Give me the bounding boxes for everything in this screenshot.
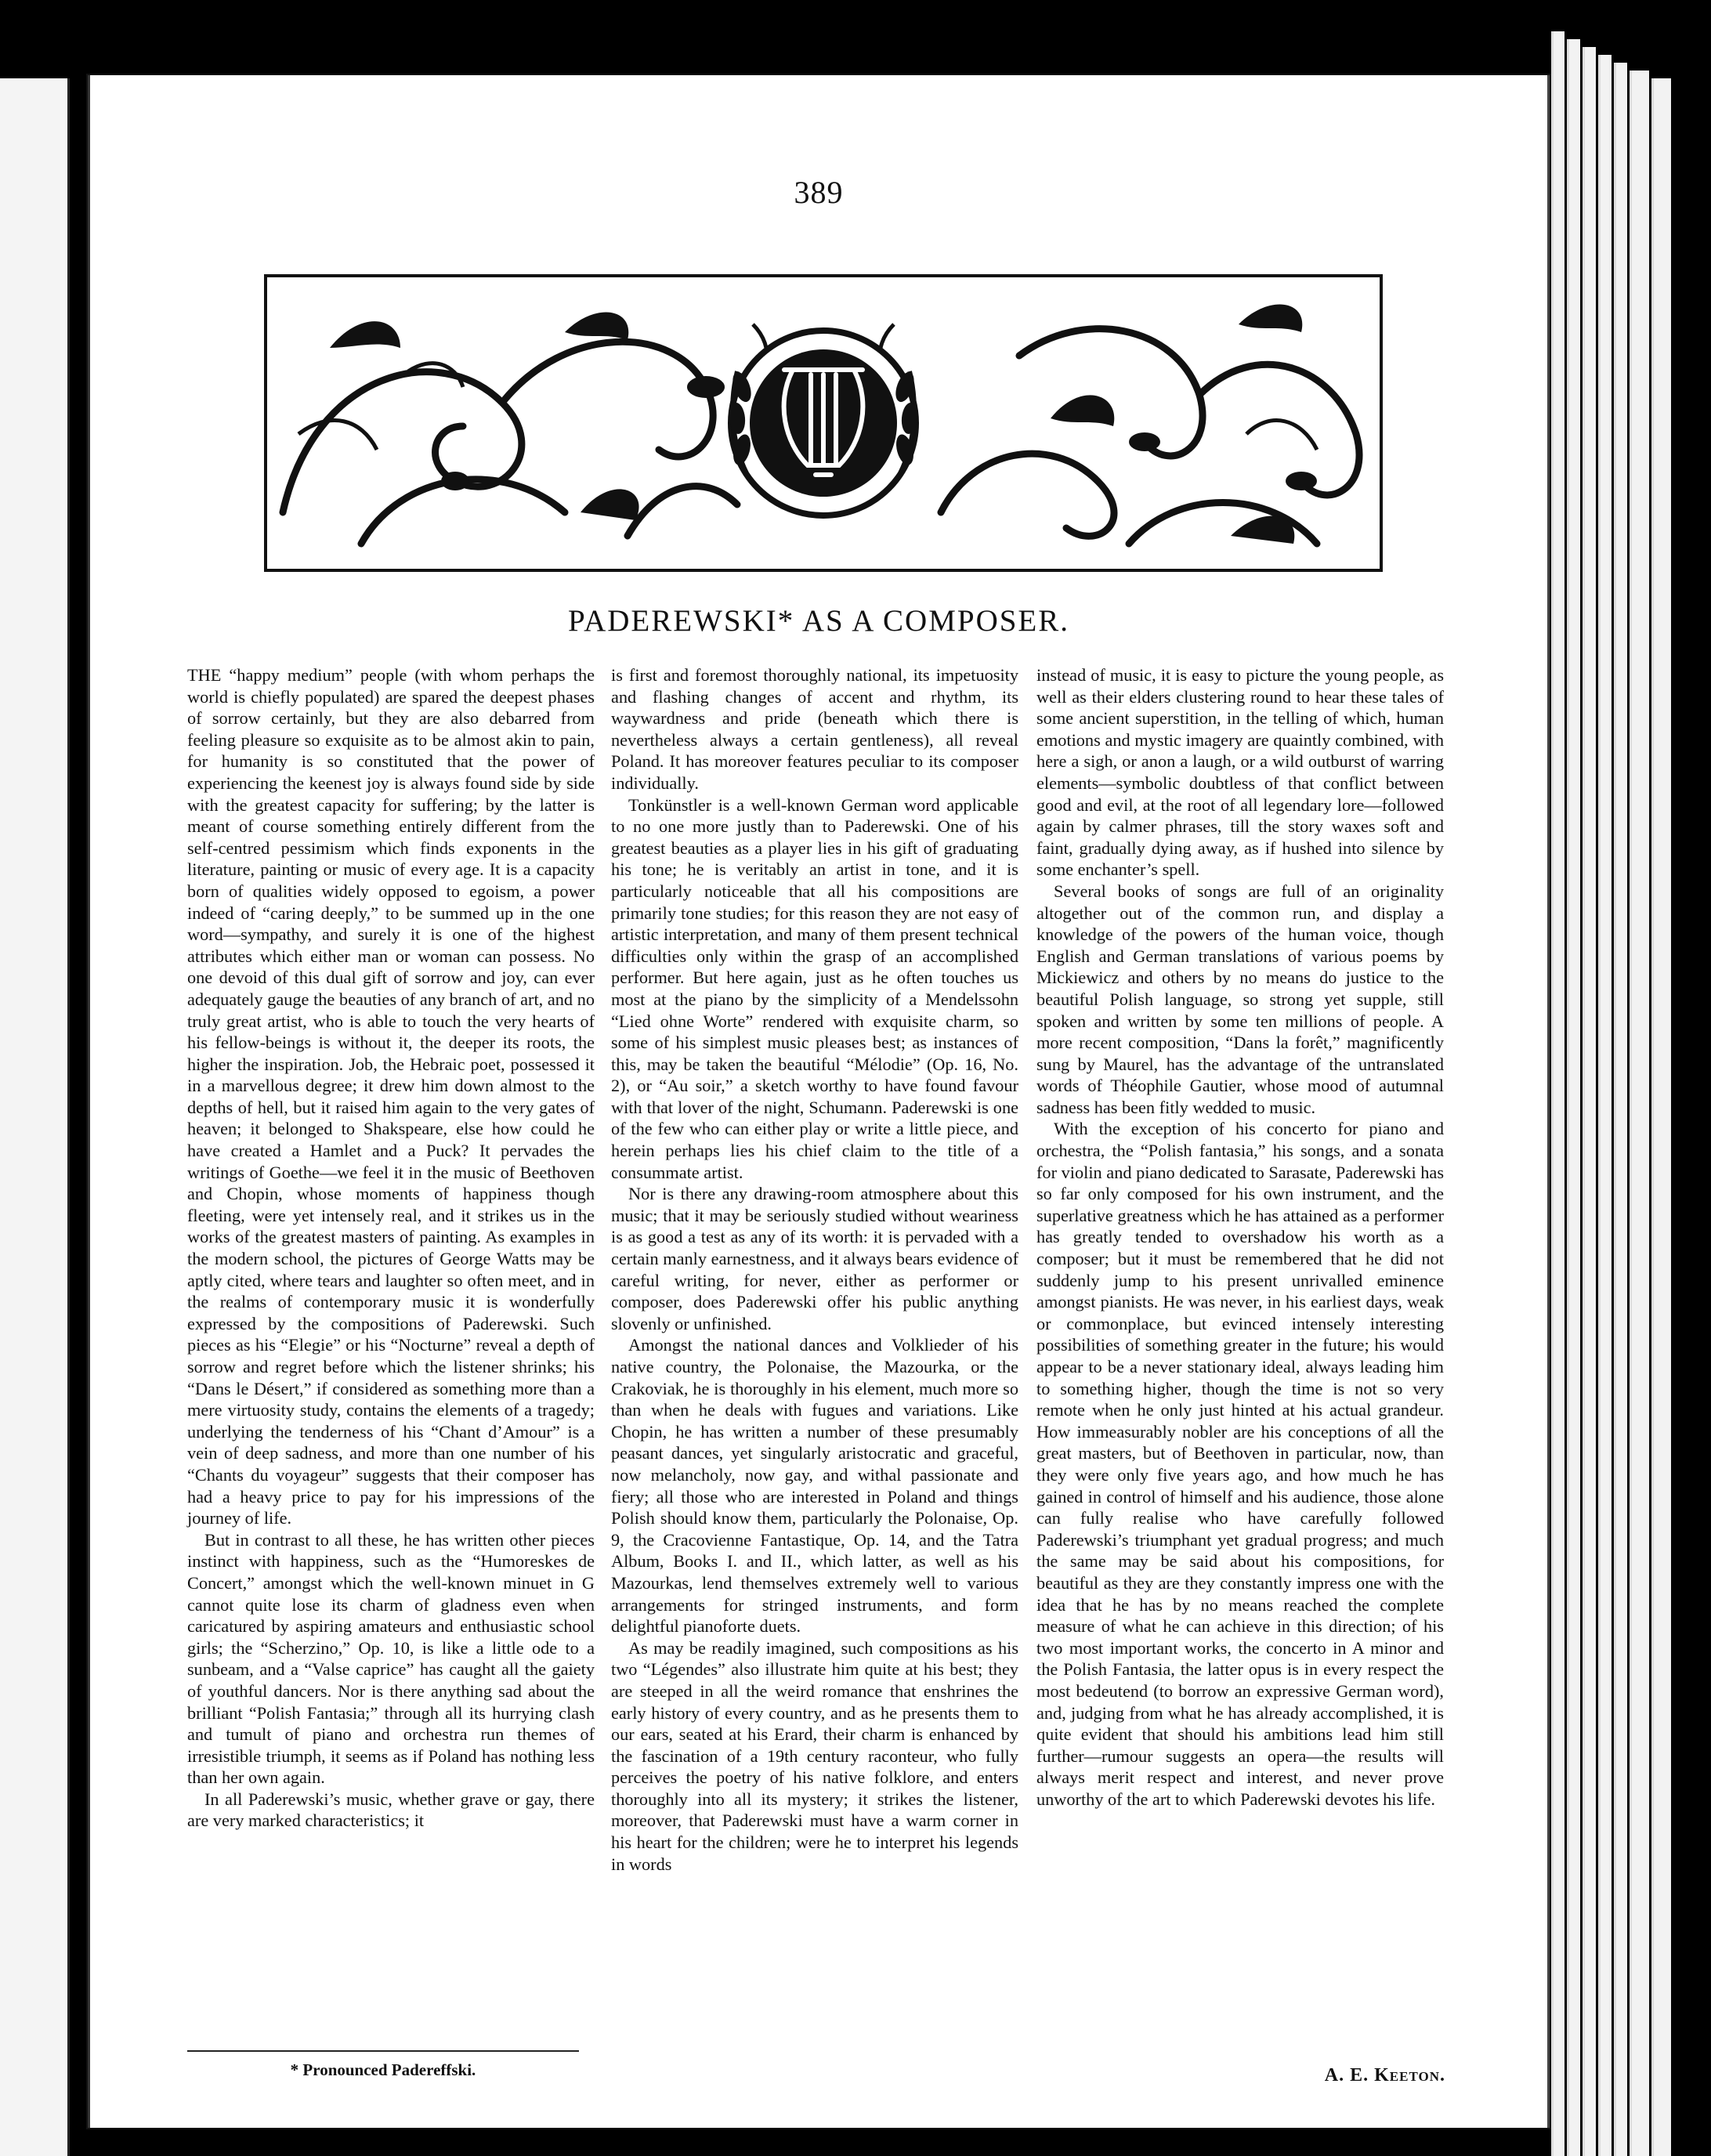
page-edge (1651, 78, 1671, 2156)
author-signature: A. E. Keeton. (1324, 2065, 1445, 2085)
paragraph: is first and foremost thoroughly national, its impetuosity and flashing changes of accent and rhythm, its waywardness and pride (beneath which there is nevertheless always a certain gentleness), all reveal Poland. It has moreover features peculiar to its composer individually. (611, 665, 1018, 793)
paragraph: Tonkünstler is a well-known German word applicable to no one more justly than to Paderewski. One of his greatest beauties as a player lies in his gift of graduating his tone; he is veritably an artist in tone, and it is particularly noticeable that all his compositions are primarily tone studies; for this reason they are not easy of artistic interpretation, and many of them present technical difficulties only within the grasp of an accomplished performer. But here again, just as he often touches us most at the piano by the simplicity of a Mendelssohn “Lied ohne Worte” rendered with exquisite charm, so some of his simplest music pleases best; as instances of this, may be taken the beautiful “Mélodie” (Op. 16, No. 2), or “Au soir,” a sketch worthy to have found favour with that lover of the night, Schumann. Paderewski is one of the few who can either play or write a little piece, and herein perhaps lies his chief claim to the title of a consummate artist. (611, 794, 1018, 1182)
paragraph: THE “happy medium” people (with whom perhaps the world is chiefly populated) are spared the deepest phases of sorrow certainly, but they are also debarred from feeling pleasure so exquisite as to be almost akin to pain, for humanity is so constituted that the power of experiencing the keenest joy is always found side by side with the greatest capacity for suffering; by the latter is meant of course something entirely different from the self-centred pessimism which finds exponents in the literature, painting or music of every age. It is a capacity born of qualities widely opposed to egoism, a power indeed of “caring deeply,” to be summed up in the one word—sympathy, and surely it is one of the highest attributes which either man or woman can possess. No one devoid of this dual gift of sorrow and joy, can ever adequately gauge the beauties of any branch of art, and no truly great artist, who is able to touch the very hearts of his fellow-beings is without it, the deeper its roots, the higher the inspiration. Job, the Hebraic poet, possessed it in a marvellous degree; it drew him down almost to the depths of hell, but it raised him again to the very gates of heaven; it belonged to Shakspeare, else how could he have created a Hamlet and a Puck? It pervades the writings of Goethe—we feel it in the music of Beethoven and Chopin, whose moments of happiness though fleeting, were yet intensely real, and it strikes us in the works of the greatest masters of painting. As examples in the modern school, the pictures of George Watts may be aptly cited, where tears and laughter so often meet, and in the realms of contemporary music it is wonderfully expressed by the compositions of Paderewski. Such pieces as his “Elegie” or his “Nocturne” reveal a depth of sorrow and regret before which the listener shrinks; his “Dans le Désert,” if considered as something more than a mere virtuosity study, contains the elements of a tragedy; underlying the tenderness of his “Chant d’Amour” is a vein of deep sadness, and more than one number of his “Chants du voyageur” suggests that their composer has had a heavy price to pay for his impressions of the journey of life. (187, 665, 595, 1528)
book-page (88, 75, 1550, 2128)
left-page-edge (0, 78, 70, 2156)
paragraph: Several books of songs are full of an originality altogether out of the common run, and display a knowledge of the powers of the human voice, though English and German translations of various poems by Mickiewicz and others by no means do justice to the beautiful Polish language, so strong yet supple, still spoken and written by some ten millions of people. A more recent composition, “Dans la forêt,” magnificently sung by Maurel, has the advantage of the untranslated words of Théophile Gautier, whose mood of autumnal sadness has been fitly wedded to music. (1036, 881, 1444, 1117)
article-column-1 (187, 664, 595, 1832)
article-title: PADEREWSKI* AS A COMPOSER. (567, 604, 1070, 638)
article-column-3 (1036, 664, 1444, 1810)
page-number: 389 (794, 175, 844, 210)
paragraph: Nor is there any drawing-room atmosphere about this music; that it may be seriously studied without weariness is as good a test as any of its worth: it is pervaded with a certain manly earnestness, and it always bears evidence of careful writing, for never, either as performer or composer, does Paderewski offer his public anything slovenly or unfinished. (611, 1184, 1018, 1333)
article-column-2 (611, 664, 1018, 1875)
paragraph: With the exception of his concerto for piano and orchestra, the “Polish fantasia,” his songs, and a sonata for violin and piano dedicated to Sarasate, Paderewski has so far only composed for his own instrument, and the superlative greatness which he has attained as a performer has greatly tended to overshadow his worth as a composer; but it must be remembered that he did not suddenly jump to his present unrivalled eminence amongst pianists. He was never, in his earliest days, weak or commonplace, but evinced intensely interesting possibilities of something greater in the future; his would appear to be a never stationary ideal, always leading him to something higher, though the time is not so very remote when he only just hinted at his actual grandeur. How immeasurably nobler are his conceptions of all the great masters, but of Beethoven in particular, now, than they were only five years ago, and how much he has gained in control of himself and his audience, those alone can fully realise who have carefully followed Paderewski’s triumphant yet gradual progress; and much the same may be said about his compositions, for beautiful as they are they constantly impress one with the idea that he has by no means reached the complete measure of what he can achieve in this direction; of his two most important works, the concerto in A minor and the Polish Fantasia, the latter opus is in every respect the most bedeutend (to borrow an expressive German word), and, judging from what he has already accomplished, it is quite evident that should his ambitions lead him still further—rumour suggests an opera—the results will always merit respect and interest, and never prove unworthy of the art to which Paderewski devotes his life. (1036, 1119, 1444, 1809)
page-edge (1583, 47, 1596, 2156)
paragraph: But in contrast to all these, he has written other pieces instinct with happiness, such as the “Humoreskes de Concert,” amongst which the well-known minuet in G cannot quite lose its charm of gladness even when caricatured by aspiring amateurs and enthusiastic school girls; the “Scherzino,” Op. 10, is like a little ode to a sunbeam, and a “Valse caprice” has caught all the gaiety of youthful dancers. Nor is there anything sad about the brilliant “Polish Fantasia;” through all its hurrying clash and tumult of piano and orchestra run themes of irresistible triumph, it seems as if Poland has nothing less than her own again. (187, 1529, 595, 1788)
scroll-ornament-graphic (267, 277, 1380, 569)
page-edge (1598, 55, 1612, 2156)
page-edge (1567, 39, 1580, 2156)
paragraph: As may be readily imagined, such compositions as his two “Légendes” also illustrate him quite at his best; they are steeped in all the weird romance that enshrines the early history of every country, and as he presents them to our ears, seated at his Erard, their charm is enhanced by the fascination of a 19th century raconteur, who fully perceives the poetry of his native folklore, and enters thoroughly into all its mystery; it strikes the listener, moreover, that Paderewski must have a warm corner in his heart for the children; were he to interpret his legends in words (611, 1637, 1018, 1874)
page-edge (1614, 63, 1627, 2156)
paragraph: instead of music, it is easy to picture the young people, as well as their elders clustering round to hear these tales of some ancient superstition, in the telling of which, human emotions and mystic imagery are quaintly combined, with here a sigh, or anon a laugh, or a wild outburst of warring elements—symbolic doubtless of that conflict between good and evil, at the root of all legendary lore—followed again by calmer phrases, till the story waxes soft and faint, gradually dying away, as if hushed into silence by some enchanter’s spell. (1036, 665, 1444, 880)
paragraph: Amongst the national dances and Volklieder of his native country, the Polonaise, the Mazourka, or the Crakoviak, he is thoroughly in his element, much more so than when he deals with fugues and variations. Like Chopin, he has written a number of these presumably peasant dances, yet singularly aristocratic and graceful, now melancholy, now gay, and withal passionate and fiery; all those who are interested in Poland and things Polish should know them, particularly the Polonaise, Op. 9, the Cracovienne Fantastique, Op. 14, and the Tatra Album, Books I. and II., which latter, as well as his Mazourkas, lend themselves extremely well to various arrangements for stringed instruments, and form delightful pianoforte duets. (611, 1335, 1018, 1637)
footnote: * Pronounced Padereffski. (290, 2060, 476, 2079)
paragraph: In all Paderewski’s music, whether grave or gay, there are very marked characteristics; it (187, 1789, 595, 1831)
page-edge (1630, 71, 1649, 2156)
stacked-page-edges (1551, 31, 1711, 2156)
page-edge (1551, 31, 1564, 2156)
footnote-divider (187, 2050, 579, 2052)
ornamental-header-band (264, 274, 1383, 572)
